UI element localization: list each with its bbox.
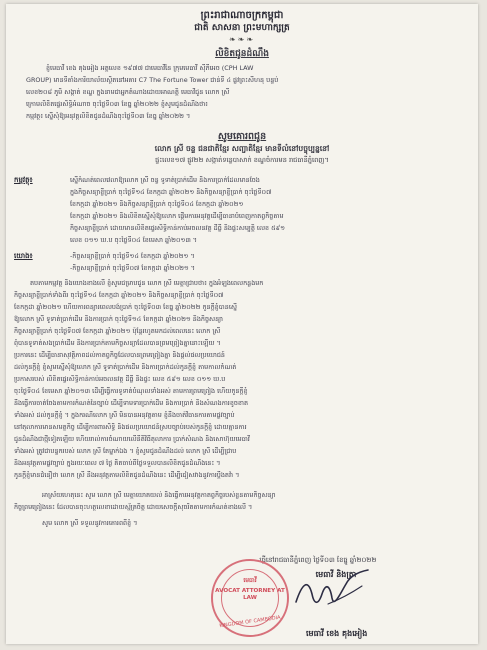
body-line: ខែកក្កដា ឆ្នាំ២០២១ ហើយការពន្យារពេលបង់ប្រាក់ ចុះថ្ងៃទី០៣ ខែធ្នូ ឆ្នាំ២០២២ កូនក្តីខ្ញុំបានស្នើ xyxy=(14,303,237,311)
subject-line: ក្នុងកិច្ចសន្យាខ្ចីប្រាក់ ចុះថ្ងៃទី១៤ ខែកក្កដា ឆ្នាំ២០២១ និងកិច្ចសន្យាខ្ចីប្រាក់ ចុះថ្ងៃទី០៧ xyxy=(70,188,272,196)
subject-line: កិច្ចសន្យាខ្ចីប្រាក់ ដោយមានលិខិតផ្ទេរសិទ្ធិកាន់កាប់អចលនវត្ថុ ដីធ្លី និងផ្ទះសម្បត្តិ លេខ ៥៩១ xyxy=(70,224,286,232)
reference-label: យោង៖ xyxy=(14,252,33,260)
recipient-heading: សូមគោរពជូន xyxy=(217,131,267,142)
intro-line: កម្មវត្ថុ៖ ស្នើសុំឱ្យអនុវត្តលិខិតជូនដំណឹងចុះថ្ងៃទី០៣ ខែធ្នូ ឆ្នាំ២០២២ ។ xyxy=(26,112,191,120)
lawyer-stamp xyxy=(211,559,289,637)
subject-line: ស្នើកំណត់ពេលវេលាឱ្យលោក ស្រី ចន្ទ ទូទាត់ប្រាក់ដើម និងការប្រាក់ដែលមានចែង xyxy=(70,176,260,184)
document-page xyxy=(6,4,478,644)
signer-name: មេធាវី ខេង គុងអៀង xyxy=(306,629,368,638)
header-ornament: ❧❧❧ xyxy=(228,35,256,44)
intro-line: GROUP) មានទីតាំងការិយាល័យស្ថិតនៅអគារ C7 The Fortune Tower ជាន់ទី ៤ ផ្លូវព្រះសីហនុ បន្ទប់ xyxy=(26,76,279,84)
recipient-address: ផ្ទះលេខ១៧ ផ្លូវ២២ សង្កាត់ទន្លេបាសាក់ ខណ្ឌចំការមន រាជធានីភ្នំពេញ។ xyxy=(155,156,329,164)
body-line: ជូនដំណឹងជាថ្មីទៀតឡើយ ហើយរាល់ការចំណាយលើនីតិវិធីតុលាការ ប្រាក់សំណង និងសោហ៊ុយមេធាវី xyxy=(14,435,250,443)
body-line: តបតាមកម្មវត្ថុ និងយោងខាងលើ ខ្ញុំសូមជម្រាបជូន លោក ស្រី មេត្តាជ្រាបថា៖ ក្នុងអំឡុងពេលកន្លងមក xyxy=(30,279,264,287)
subject-line: លេខ ០១១ ឃ.ប ចុះថ្ងៃទី០៤ ខែមេសា ឆ្នាំ២០១៣ ។ xyxy=(70,236,198,244)
body-line: នៅតុលាការមានសមត្ថកិច្ច ដើម្បីការពារសិទ្ធិ និងផលប្រយោជន៍ស្របច្បាប់របស់កូនក្តីខ្ញុំ ដោយគ្មានការ xyxy=(14,423,247,431)
subject-label: កម្មវត្ថុ៖ xyxy=(14,176,33,184)
body-line: ពុំបានទូទាត់សងប្រាក់ដើម និងការប្រាក់តាមកិច្ចសន្យាដែលបានព្រមព្រៀងគ្នានោះឡើយ ។ xyxy=(14,339,221,347)
body-line: និងអនុវត្តតាមផ្លូវច្បាប់ ក្នុងរយៈពេល ៧ ថ្ងៃ គិតចាប់ពីថ្ងៃទទួលបានលិខិតជូនដំណឹងនេះ ។ xyxy=(14,459,221,467)
body-line: ប្រការនេះ ដើម្បីធានាសុវត្ថិភាពដល់កាតព្វកិច្ចដែលបានព្រមព្រៀងគ្នា និងផ្តល់ផលប្រយោជន៍ xyxy=(14,351,225,359)
intro-line: ក្រោមលិខិតផ្ទេរសិទ្ធិអំណាច ចុះថ្ងៃទី០៣ ខែធ្នូ ឆ្នាំ២០២២ ខ្ញុំសូមជូនដំណឹងថា៖ xyxy=(26,100,208,108)
motto-header: ជាតិ សាសនា ព្រះមហាក្សត្រ xyxy=(194,23,290,33)
body-line: ទាំងអស់ ត្រូវជាបន្ទុករបស់ លោក ស្រី តែម្នាក់ឯង ។ ខ្ញុំសូមជូនដំណឹងដល់ លោក ស្រី ដើម្បីជ្រាប xyxy=(14,447,237,455)
body-line: ទាំងអស់ ដល់កូនក្តីខ្ញុំ ។ ក្នុងករណីលោក ស្រី មិនបានអនុវត្តតាម ខ្ញុំនឹងចាត់វិធានការតាមផ្លូវច្បាប់ xyxy=(14,411,235,419)
body-line: នឹងធ្វើការចាត់ចែងតាមការកំណត់នៃច្បាប់ ដើម្បីទាមទារប្រាក់ដើម និងការប្រាក់ និងសំណងការខូចខាត xyxy=(14,399,249,407)
body-line: កិច្ចសន្យាខ្ចីប្រាក់ ចុះថ្ងៃទី០៧ ខែកក្កដា ឆ្នាំ២០២១ ប៉ុន្តែរហូតមកដល់ពេលនេះ លោក ស្រី xyxy=(14,327,221,335)
date-line: ធ្វើនៅរាជធានីភ្នំពេញ ថ្ងៃទី០៣ ខែធ្នូ ឆ្នាំ២០២២ xyxy=(259,556,377,564)
body-line: ឱ្យលោក ស្រី ទូទាត់ប្រាក់ដើម និងការប្រាក់ ចុះថ្ងៃទី១៤ ខែកក្កដា ឆ្នាំ២០២១ និងកិច្ចសន្យា xyxy=(14,315,223,323)
kingdom-header: ព្រះរាជាណាចក្រកម្ពុជា xyxy=(200,10,284,21)
letter-title: លិខិតជូនដំណឹង xyxy=(215,49,269,59)
reference-line: -កិច្ចសន្យាខ្ចីប្រាក់ ចុះថ្ងៃទី០៧ ខែកក្កដា ឆ្នាំ២០២១ ។ xyxy=(70,264,196,272)
signer-role: មេធាវី និងត្រា xyxy=(315,570,357,579)
body-line: កូនក្តីខ្ញុំមានជំនឿថា លោក ស្រី នឹងអនុវត្តតាមលិខិតជូនដំណឹងនេះ ដើម្បីជៀសវាងនូវការប្តឹងតវ៉ា ។ xyxy=(14,471,240,479)
closing-line: អាស្រ័យហេតុនេះ សូម លោក ស្រី មេត្តាយោគយល់ និងធ្វើការអនុវត្តកាតព្វកិច្ចរបស់ខ្លួនតាមកិច្ចសន្យា xyxy=(42,491,276,499)
stamp-khmer-text: មេធាវី xyxy=(243,577,257,584)
body-line: ចុះថ្ងៃទី០៤ ខែមេសា ឆ្នាំ២០១៣ ដើម្បីធ្វើការទូទាត់បំណុលទាំងអស់ តាមការព្រមព្រៀង ហើយកូនក្តីខ្ញុំ xyxy=(14,387,248,395)
intro-line: លេខ២០៨ ភូមិ សង្កាត់ ខណ្ឌ ក្នុងនាមជាអ្នកតំណាងដោយអាណត្តិ មេធាវីជូន លោក ស្រី xyxy=(26,88,230,96)
closing-line: កិច្ចព្រមព្រៀងនេះ ដែលបានចុះហត្ថលេខាដោយស្ម័គ្រចិត្ត ដោយសេចក្តីសុចរិតតាមការកំណត់ខាងលើ ។ xyxy=(14,503,253,511)
closing-line: សូម លោក ស្រី ទទួលនូវការគោរពពីខ្ញុំ ។ xyxy=(42,519,138,527)
reference-line: -កិច្ចសន្យាខ្ចីប្រាក់ ចុះថ្ងៃទី១៤ ខែកក្កដា ឆ្នាំ២០២១ ។ xyxy=(70,252,195,260)
stamp-country-text: KINGDOM OF CAMBODIA xyxy=(219,614,281,630)
handwritten-signature xyxy=(288,564,378,614)
subject-line: ខែកក្កដា ឆ្នាំ២០២១ និងកិច្ចសន្យាខ្ចីប្រាក់ ចុះថ្ងៃទី០៤ ខែកក្កដា ឆ្នាំ២០២១ xyxy=(70,200,244,208)
stamp-english-text: AVOCAT ATTORNEY AT LAW xyxy=(215,588,285,601)
body-line: ប្រកាសរបស់ លិខិតផ្ទេរសិទ្ធិកាន់កាប់អចលនវត្ថុ ដីធ្លី និងផ្ទះ លេខ ៥៩១ លេខ ០១១ ឃ.ប xyxy=(14,375,226,383)
body-line: កិច្ចសន្យាខ្ចីប្រាក់ទាំងពីរ ចុះថ្ងៃទី១៤ ខែកក្កដា ឆ្នាំ២០២១ និងកិច្ចសន្យាខ្ចីប្រាក់ ចុះថ្ងៃទី០៧ xyxy=(14,291,224,299)
recipient-name: លោក ស្រី ចន្ទ ជនជាតិខ្មែរ សញ្ជាតិខ្មែរ មានទីលំនៅបច្ចុប្បន្ននៅ xyxy=(154,144,330,153)
intro-line: ខ្ញុំមេធាវី ខេង គុងអៀង អត្តលេខ ១៩៧៧ ជាមេធាវីនៃ ក្រុមមេធាវី ស៊ីភីអេច (CPH LAW xyxy=(46,64,254,72)
subject-line: ខែកក្កដា ឆ្នាំ២០២១ និងលិខិតស្នើសុំឱ្យលោក ផ្តើមការអនុវត្តដើម្បីធានាបំពេញកាតព្វកិច្ចតាម xyxy=(70,212,284,220)
body-line: ដល់កូនក្តីខ្ញុំ ខ្ញុំសូមស្នើសុំឱ្យលោក ស្រី ទូទាត់ប្រាក់ដើម និងការប្រាក់ដល់កូនក្តីខ្ញុំ តាមកាលកំណត់ xyxy=(14,363,237,371)
